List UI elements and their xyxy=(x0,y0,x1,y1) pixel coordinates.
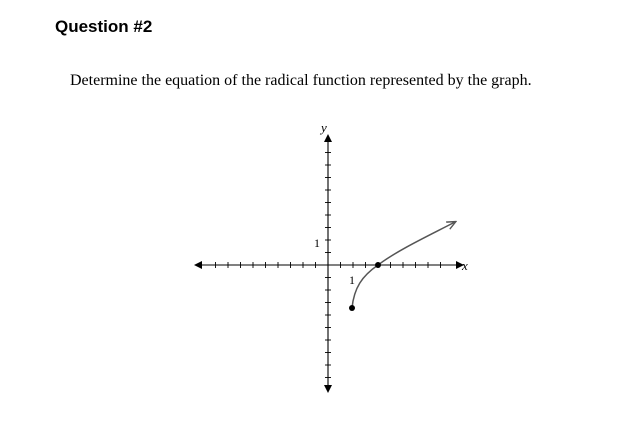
x-intercept-point xyxy=(375,262,381,268)
x-unit-label: 1 xyxy=(349,273,355,287)
x-axis-label: x xyxy=(462,258,468,273)
question-prompt: Determine the equation of the radical function represented by the graph. xyxy=(70,72,532,89)
y-axis-label: y xyxy=(321,120,327,135)
curve-start-point xyxy=(349,305,355,311)
question-heading: Question #2 xyxy=(55,17,153,36)
y-unit-label: 1 xyxy=(314,236,320,250)
